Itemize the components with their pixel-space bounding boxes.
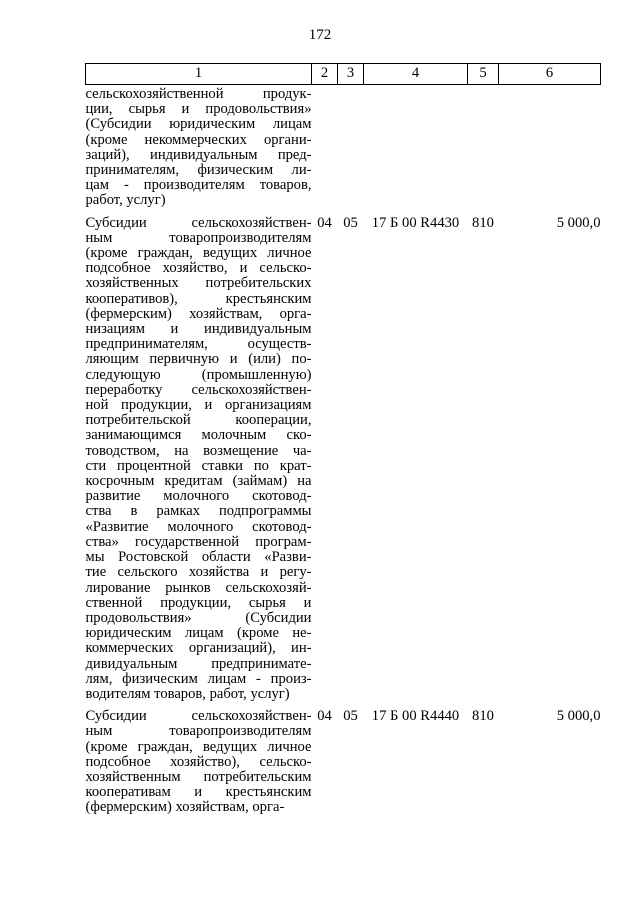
description-line: переработку сельскохозяйствен- [85, 381, 312, 398]
description-line: развитие молочного скотовод- [85, 488, 312, 505]
description-line: принимателям, физическим ли- [85, 162, 312, 179]
description-line: цам - производителям товаров, [85, 177, 312, 194]
table-body [86, 85, 601, 816]
description-line: Субсидии сельскохозяйствен- [85, 214, 312, 231]
description-line: продовольствия» (Субсидии [85, 609, 312, 626]
subsection-code: 05 [343, 214, 358, 231]
description-line: хозяйственным потребительским [85, 768, 312, 785]
expense-type-code [468, 85, 499, 209]
description-line: ственной продукции, сырья и [85, 594, 312, 611]
description-line: водителям товаров, работ, услуг) [85, 685, 290, 702]
description-line: заций), индивидуальным пред- [85, 146, 312, 163]
description-line: мы Ростовской области «Разви- [85, 549, 312, 566]
description-line: косрочным кредитам (займам) на [85, 473, 312, 490]
description-line: дивидуальным предпринимате- [85, 655, 312, 672]
table-row [86, 209, 601, 703]
expense-type-code: 810 [472, 214, 494, 231]
description-line: низациям и индивидуальным [85, 321, 312, 338]
target-article-code [364, 85, 468, 209]
description-line: (кроме граждан, ведущих личное [85, 738, 312, 755]
column-header: 5 [468, 64, 499, 85]
column-header: 6 [499, 64, 601, 85]
subsection-code [338, 85, 364, 209]
description-line: предпринимателям, осуществ- [85, 336, 312, 353]
description-line: Субсидии сельскохозяйствен- [85, 708, 312, 725]
description-line: ства» государственной програм- [85, 533, 312, 550]
description-line: следующую (промышленную) [85, 366, 312, 383]
description-line: работ, услуг) [85, 192, 166, 209]
row-description [86, 209, 312, 703]
section-code [312, 85, 338, 209]
target-article-code: 17 Б 00 R4440 [371, 708, 460, 725]
description-line: ства в рамках подпрограммы [85, 503, 312, 520]
description-line: потребительской кооперации, [85, 412, 312, 429]
section-code: 04 [317, 214, 332, 231]
description-line: ляющим первичную и (или) по- [85, 351, 312, 368]
column-header: 2 [312, 64, 338, 85]
table-row [86, 85, 601, 209]
table-header-row [86, 64, 601, 85]
row-description [86, 702, 312, 815]
description-line: подсобное хозяйство, и сельско- [85, 260, 312, 277]
page-number: 172 [308, 27, 332, 43]
amount-value [499, 85, 601, 209]
description-line: ции, сырья и продовольствия» [85, 101, 312, 118]
description-line: тие сельского хозяйства и регу- [85, 564, 312, 581]
description-line: сти процентной ставки по крат- [85, 457, 312, 474]
subsection-code: 05 [343, 708, 358, 725]
description-line: товодством, на возмещение ча- [85, 442, 312, 459]
description-line: лям, физическим лицам - произ- [85, 670, 312, 687]
description-line: ным товаропроизводителям [85, 723, 312, 740]
description-line: хозяйственных потребительских [85, 275, 312, 292]
column-header: 1 [86, 64, 312, 85]
description-line: (фермерским) хозяйствам, орга- [85, 799, 285, 816]
target-article-code: 17 Б 00 R4430 [371, 214, 460, 231]
section-code: 04 [317, 708, 332, 725]
description-line: юридическим лицам (кроме не- [85, 625, 312, 642]
description-line: (кроме граждан, ведущих личное [85, 245, 312, 262]
description-line: сельскохозяйственной продук- [85, 86, 312, 102]
description-line: лирование рынков сельскохозяй- [85, 579, 312, 596]
column-header: 3 [338, 64, 364, 85]
expense-type-code: 810 [472, 708, 494, 725]
column-header: 4 [364, 64, 468, 85]
row-description [86, 85, 312, 209]
description-line: ным товаропроизводителям [85, 229, 312, 246]
budget-table [85, 63, 601, 816]
description-line: «Развитие молочного скотовод- [85, 518, 312, 535]
description-line: (Субсидии юридическим лицам [85, 116, 312, 133]
description-line: подсобное хозяйство), сельско- [85, 753, 312, 770]
table-row [86, 702, 601, 815]
description-line: кооперативов), крестьянским [85, 290, 312, 307]
description-line: кооперативам и крестьянским [85, 784, 312, 801]
description-line: (кроме некоммерческих органи- [85, 131, 312, 148]
amount-value: 5 000,0 [556, 214, 601, 231]
description-line: занимающимся молочным ско- [85, 427, 312, 444]
description-line: ной продукции, и организациям [85, 397, 312, 414]
description-line: коммерческих организаций), ин- [85, 640, 312, 657]
amount-value: 5 000,0 [556, 708, 601, 725]
description-line: (фермерским) хозяйствам, орга- [85, 305, 312, 322]
